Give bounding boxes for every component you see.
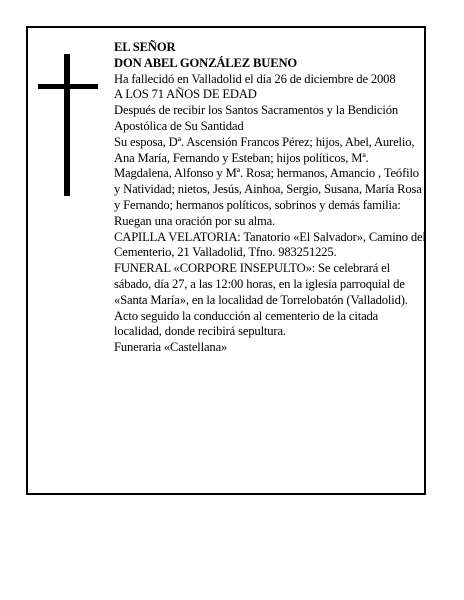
funeral-info: FUNERAL «CORPORE INSEPULTO»: Se celebrará el sábado, día 27, a las 12:00 horas, en la iglesia parroquial de «Santa María», en la localidad de Torrelobatón (Valladolid). Acto seguido la conducción al cementerio de la citada localidad, donde recibirá sepultura. bbox=[114, 261, 408, 339]
death-announcement: Ha fallecidó en Valladolid el día 26 de diciembre de 2008 bbox=[114, 71, 396, 86]
prayer-request: Ruegan una oración por su alma. bbox=[114, 213, 276, 228]
cross-vertical-bar bbox=[64, 54, 70, 196]
cross-horizontal-bar bbox=[38, 84, 98, 89]
obituary-text-block bbox=[114, 40, 426, 356]
age-line: A LOS 71 AÑOS DE EDAD bbox=[114, 87, 257, 102]
chapel-info: CAPILLA VELATORIA: Tanatorio «El Salvador», Camino del Cementerio, 21 Valladolid, Tfno. 983251225. bbox=[114, 229, 426, 260]
cross-icon bbox=[38, 54, 98, 196]
sacraments-line: Después de recibir los Santos Sacramentos y la Bendición Apostólica de Su Santidad bbox=[114, 103, 398, 133]
funeral-home: Funeraria «Castellana» bbox=[114, 340, 228, 355]
family-list: Su esposa, Dª. Ascensión Francos Pérez; hijos, Abel, Aurelio, Ana María, Fernando y Esteban; hijos políticos, Mª. Magdalena, Alfonso y Mª. Rosa; hermanos, Amancio , Teófilo y Natividad; nietos, Jesús, Ainhoa, Sergio, Susana, María Rosa y Fernando; hermanos políticos, sobrinos y demás familia: bbox=[114, 134, 422, 212]
title-line: EL SEÑOR bbox=[114, 40, 176, 54]
deceased-name: DON ABEL GONZÁLEZ BUENO bbox=[114, 55, 298, 70]
